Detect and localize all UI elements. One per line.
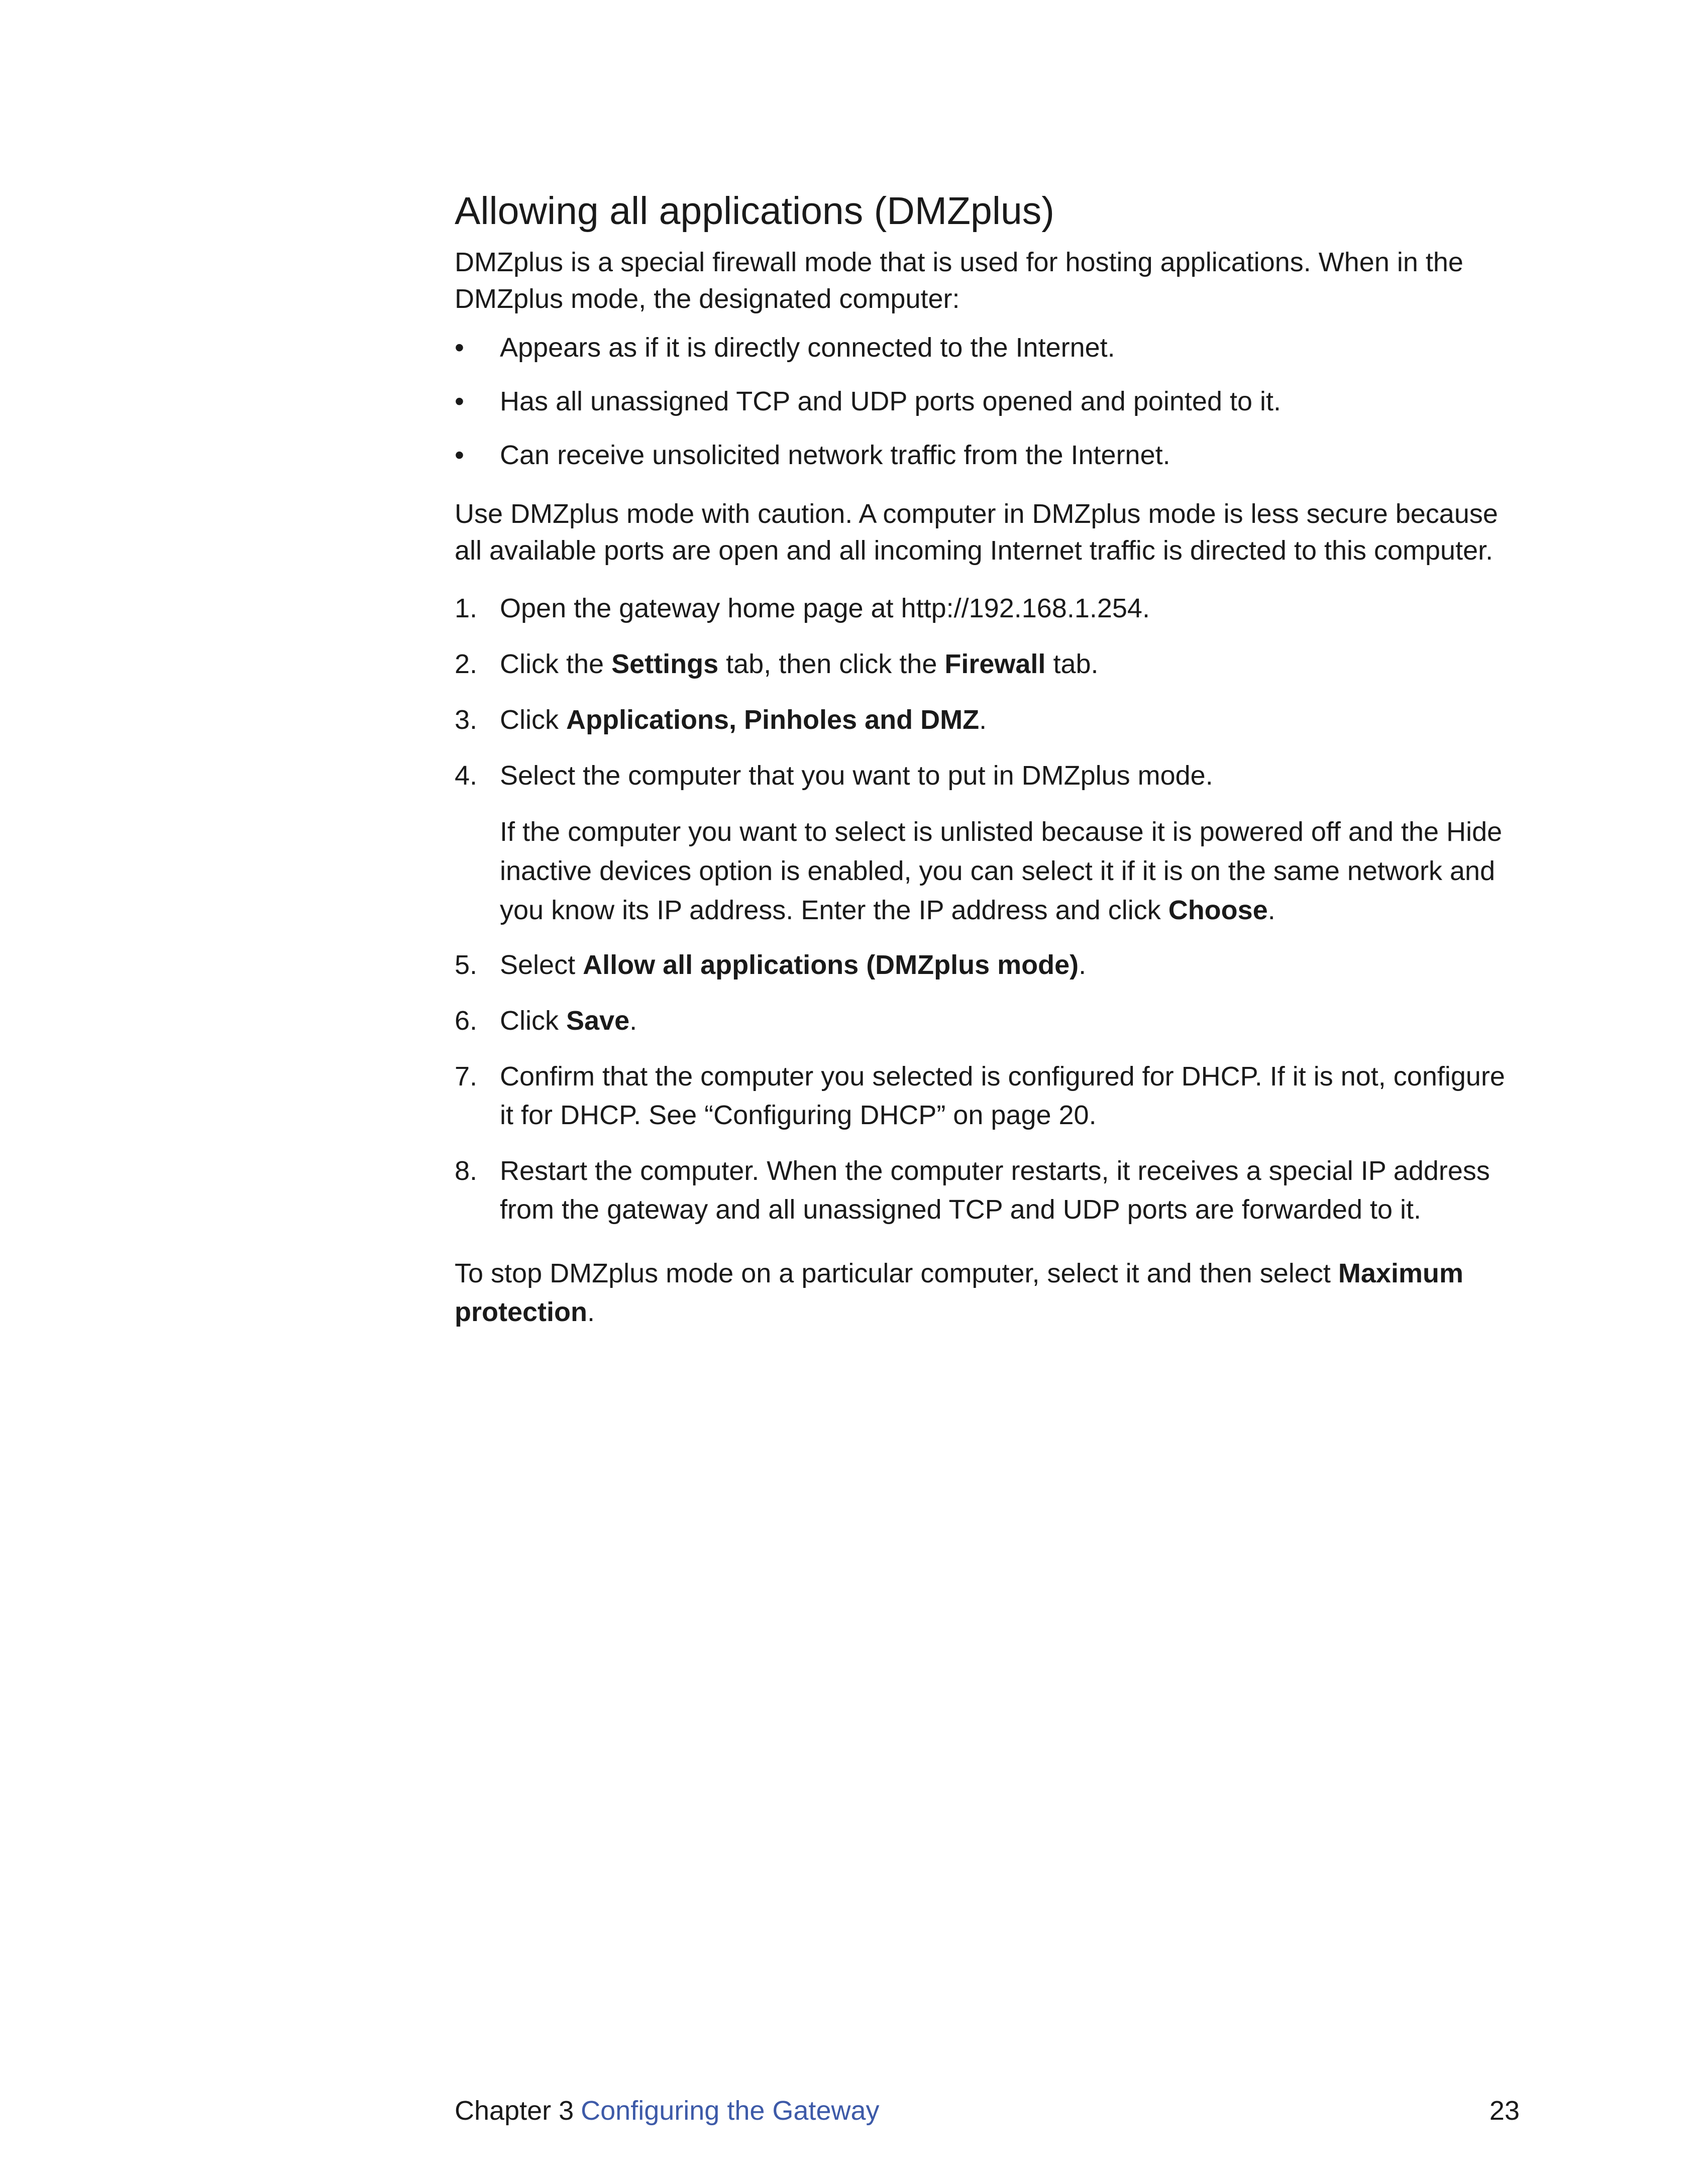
bullet-icon: • [455, 386, 464, 417]
dmzplus-option-label: Allow all applications (DMZplus mode) [583, 950, 1079, 980]
step-number: 4. [455, 760, 478, 791]
procedure-steps [455, 589, 1520, 795]
step-5 [455, 946, 1520, 985]
step-text: . [1079, 950, 1087, 980]
step-text: Open the gateway home page at http://192.168.1.254. [500, 593, 1150, 624]
closing-paragraph [455, 1254, 1520, 1332]
step-8 [455, 1152, 1520, 1229]
document-body [455, 188, 1520, 1332]
step-4-note [455, 812, 1520, 930]
page-number: 23 [1489, 2096, 1520, 2126]
bullet-icon: • [455, 440, 464, 471]
step-text: tab, then click the [718, 649, 945, 680]
step-4 [455, 756, 1520, 795]
note-text: . [1267, 895, 1275, 926]
step-number: 8. [455, 1156, 478, 1186]
footer-chapter-link[interactable]: Configuring the Gateway [581, 2096, 880, 2126]
step-3 [455, 701, 1520, 739]
closing-text: . [587, 1297, 595, 1328]
section-title: Allowing all applications (DMZplus) [455, 189, 1054, 233]
step-text: Select [500, 950, 583, 980]
bullet-text: Can receive unsolicited network traffic from the Internet. [500, 440, 1170, 471]
maximum-protection-label: Maximum protection [455, 1258, 1463, 1328]
step-text: Click [500, 705, 566, 735]
step-number: 5. [455, 950, 478, 980]
step-text: . [629, 1006, 637, 1036]
step-number: 2. [455, 649, 478, 680]
step-6 [455, 1002, 1520, 1040]
step-text: Restart the computer. When the computer restarts, it receives a special IP address from the gateway and all unassigned TCP and UDP ports are forwarded to it. [500, 1156, 1490, 1225]
bullet-item [455, 330, 1520, 366]
step-number: 3. [455, 705, 478, 735]
step-number: 7. [455, 1061, 478, 1092]
settings-tab-label: Settings [611, 649, 719, 680]
step-2 [455, 645, 1520, 684]
step-text: Click the [500, 649, 612, 680]
procedure-steps-continued [455, 946, 1520, 1229]
intro-paragraph: DMZplus is a special firewall mode that is used for hosting applications. When in the DMZplus mode, the designated computer: [455, 247, 1463, 314]
bullet-item [455, 437, 1520, 474]
step-text: tab. [1045, 649, 1099, 680]
save-button-label: Save [566, 1006, 630, 1036]
step-text: Select the computer that you want to put in DMZplus mode. [500, 760, 1213, 791]
step-1 [455, 589, 1520, 628]
choose-button-label: Choose [1168, 895, 1268, 926]
footer-chapter: Chapter 3 [455, 2096, 574, 2126]
step-text: . [979, 705, 987, 735]
note-text: If the computer you want to select is unlisted because it is powered off and the Hide inactive devices option is enabled, you can select it if it is on the same network and you know its IP address. Enter the IP address and click [500, 817, 1503, 926]
bullet-item [455, 383, 1520, 420]
firewall-tab-label: Firewall [944, 649, 1046, 680]
step-7 [455, 1057, 1520, 1135]
caution-paragraph: Use DMZplus mode with caution. A computer in DMZplus mode is less secure because all available ports are open and all incoming Internet traffic is directed to this computer. [455, 499, 1498, 566]
bullet-text: Appears as if it is directly connected to the Internet. [500, 333, 1115, 363]
bullet-icon: • [455, 333, 464, 363]
page-footer [455, 2095, 1520, 2127]
bullet-text: Has all unassigned TCP and UDP ports opened and pointed to it. [500, 386, 1282, 417]
applications-link-label: Applications, Pinholes and DMZ [566, 705, 980, 735]
step-number: 1. [455, 593, 478, 624]
step-text: Click [500, 1006, 566, 1036]
step-number: 6. [455, 1006, 478, 1036]
step-text: Confirm that the computer you selected is configured for DHCP. If it is not, configure it for DHCP. See “Configuring DHCP” on page 20. [500, 1061, 1505, 1131]
feature-bullet-list [455, 330, 1520, 474]
closing-text: To stop DMZplus mode on a particular computer, select it and then select [455, 1258, 1338, 1289]
